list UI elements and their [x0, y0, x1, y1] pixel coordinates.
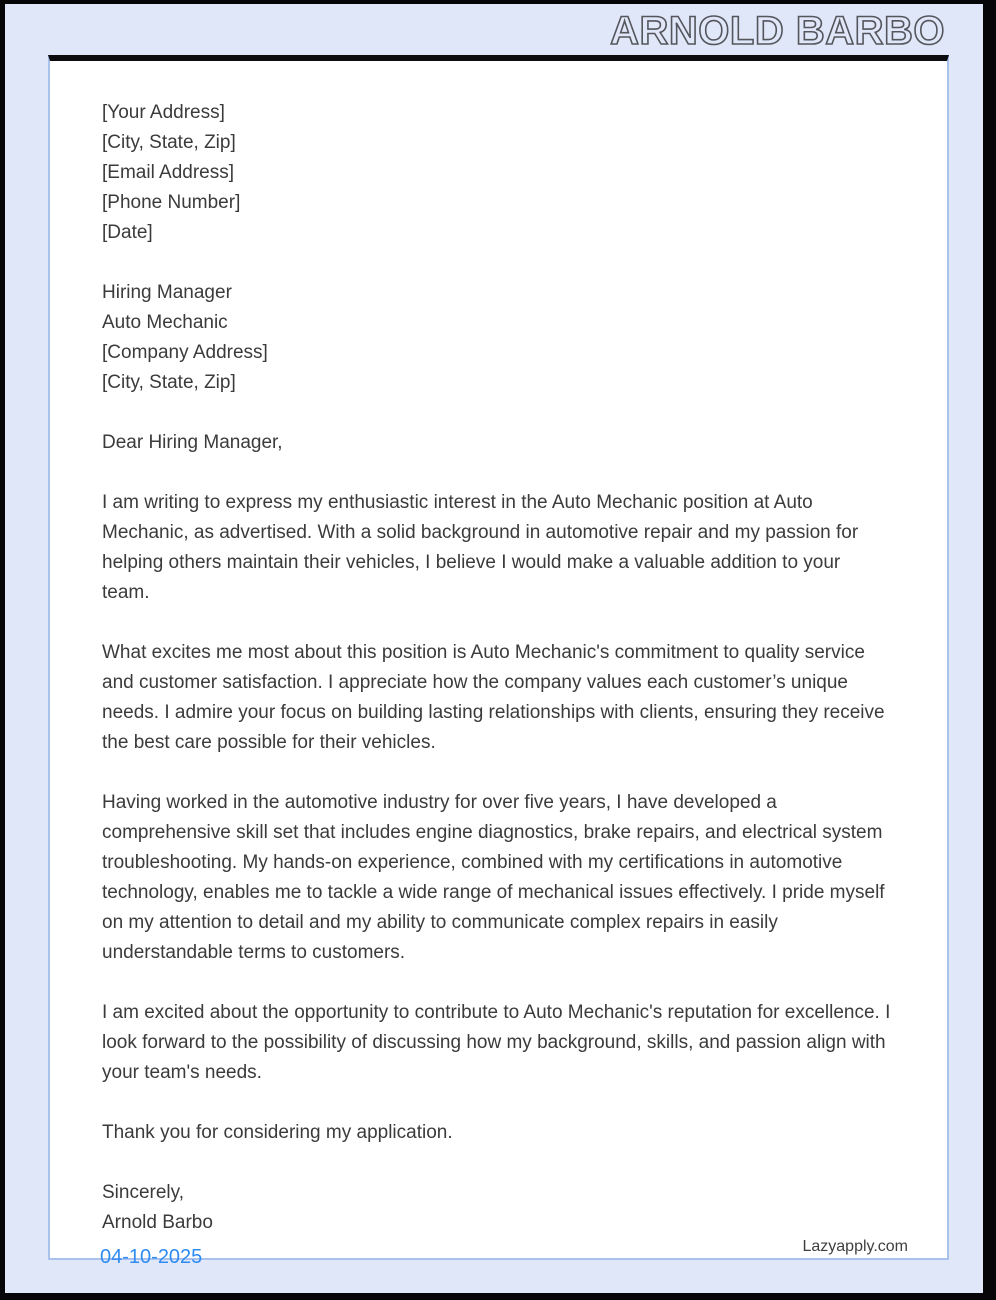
recipient-line: [Company Address]	[102, 342, 268, 363]
letter-body	[50, 61, 947, 1238]
recipient-line: [City, State, Zip]	[102, 372, 236, 393]
thank-you-line: Thank you for considering my application.	[102, 1122, 453, 1143]
recipient-address-block	[102, 278, 892, 398]
recipient-line: Hiring Manager	[102, 282, 232, 303]
sender-address-line: [Date]	[102, 222, 153, 243]
letter-paragraph: Having worked in the automotive industry for over five years, I have developed a comprehensive skill set that includes engine diagnostics, brake repairs, and electrical system troubleshooting. My hands-on experience, combined with my certifications in automotive technology, enables me to tackle a wide range of mechanical issues effectively. I pride myself on my attention to detail and my ability to communicate complex repairs in easily understandable terms to customers.	[102, 792, 885, 963]
recipient-line: Auto Mechanic	[102, 312, 228, 333]
date-label: 04-10-2025	[100, 1246, 203, 1268]
letter-paragraph: What excites me most about this position is Auto Mechanic's commitment to quality service and customer satisfaction. I appreciate how the company values each customer’s unique needs. I admire your focus on building lasting relationships with clients, ensuring they receive the best care possible for their vehicles.	[102, 642, 885, 753]
sender-address-block	[102, 98, 892, 248]
letter-paragraph: I am excited about the opportunity to contribute to Auto Mechanic's reputation for excellence. I look forward to the possibility of discussing how my background, skills, and passion align with your team's needs.	[102, 1002, 891, 1083]
page-title: ARNOLD BARBO	[610, 9, 945, 53]
watermark-label: Lazyapply.com	[802, 1238, 908, 1255]
salutation: Dear Hiring Manager,	[102, 432, 283, 453]
sender-address-line: [Phone Number]	[102, 192, 241, 213]
letter-paragraph: I am writing to express my enthusiastic interest in the Auto Mechanic position at Auto Mechanic, as advertised. With a solid background in automotive repair and my passion for helping others maintain their vehicles, I believe I would make a valuable addition to your team.	[102, 492, 859, 603]
signature-block	[102, 1178, 892, 1238]
signature-name: Arnold Barbo	[102, 1212, 213, 1233]
letter-page	[48, 55, 949, 1260]
sender-address-line: [Email Address]	[102, 162, 234, 183]
closing-line: Sincerely,	[102, 1182, 185, 1203]
sender-address-line: [Your Address]	[102, 102, 225, 123]
page-background	[5, 4, 983, 1293]
sender-address-line: [City, State, Zip]	[102, 132, 236, 153]
